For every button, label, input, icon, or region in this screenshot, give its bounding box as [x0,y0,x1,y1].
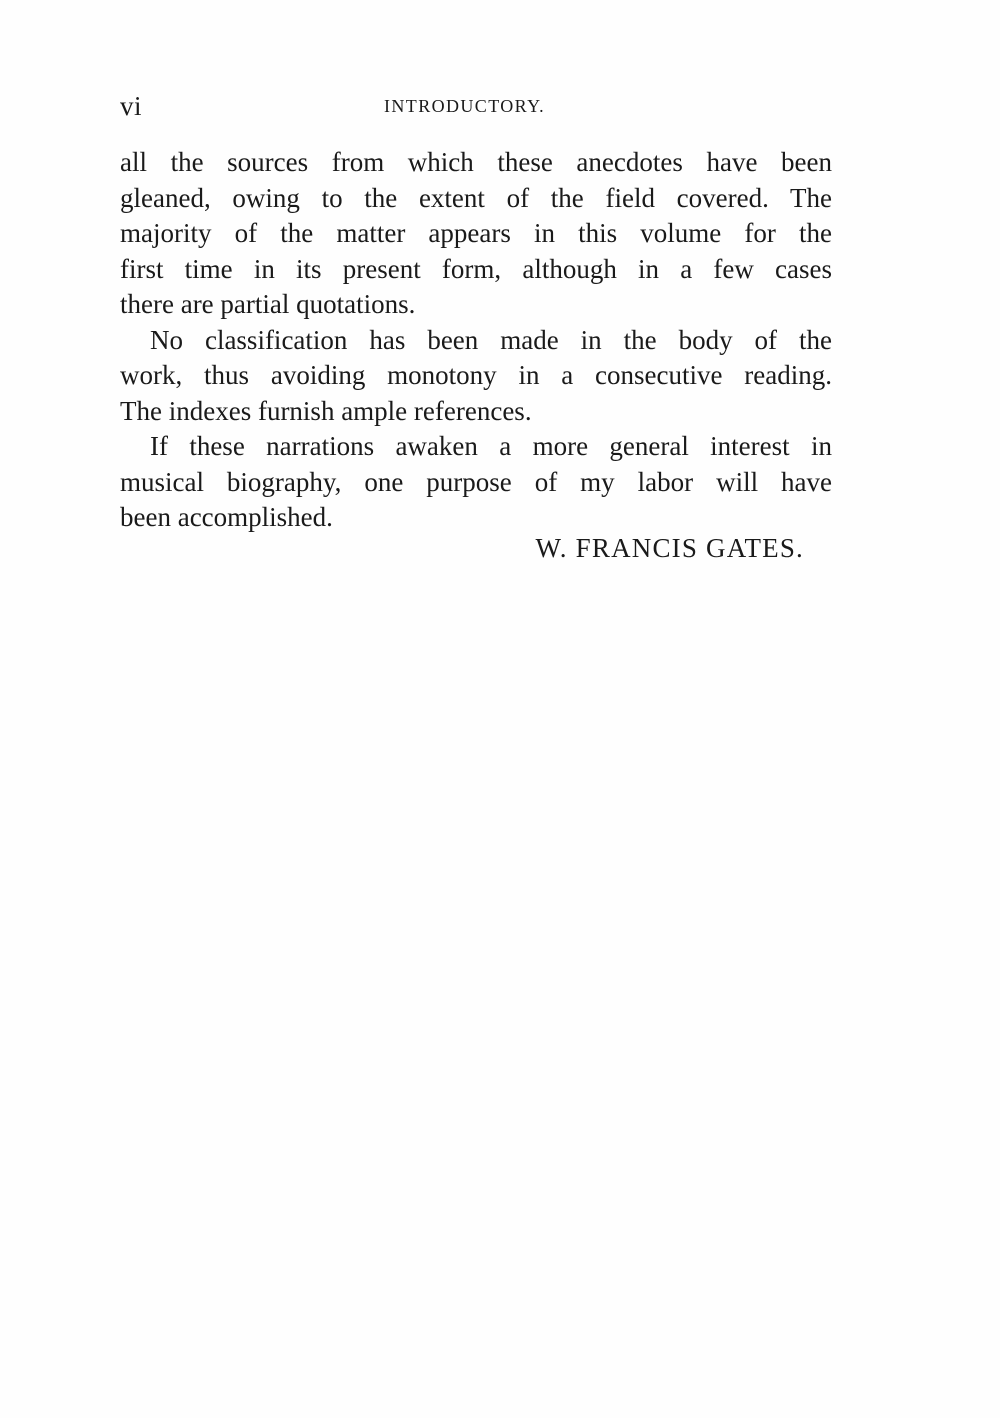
running-head: INTRODUCTORY. [384,96,546,116]
text-line: work, thus avoiding monotony in a consecutive reading. [120,360,832,390]
page-number: vi [120,91,143,121]
text-line: No classification has been made in the body of the [150,324,832,355]
text-line: The indexes furnish ample references. [120,395,532,426]
page-header [120,86,832,126]
text-line: been accomplished. [120,502,333,532]
text-line: there are partial quotations. [120,289,416,319]
text-line: all the sources from which these anecdotes have been [120,147,832,177]
text-line: first time in its present form, although in a few cases [120,253,832,284]
body-text [120,145,832,536]
text-line: If these narrations awaken a more general interest in [150,431,832,461]
text-line: musical biography, one purpose of my labor will have [120,466,832,497]
text-line: majority of the matter appears in this volume for the [120,218,832,248]
text-line: gleaned, owing to the extent of the field covered. The [120,182,832,213]
author-signature: W. FRANCIS GATES. [535,533,804,563]
